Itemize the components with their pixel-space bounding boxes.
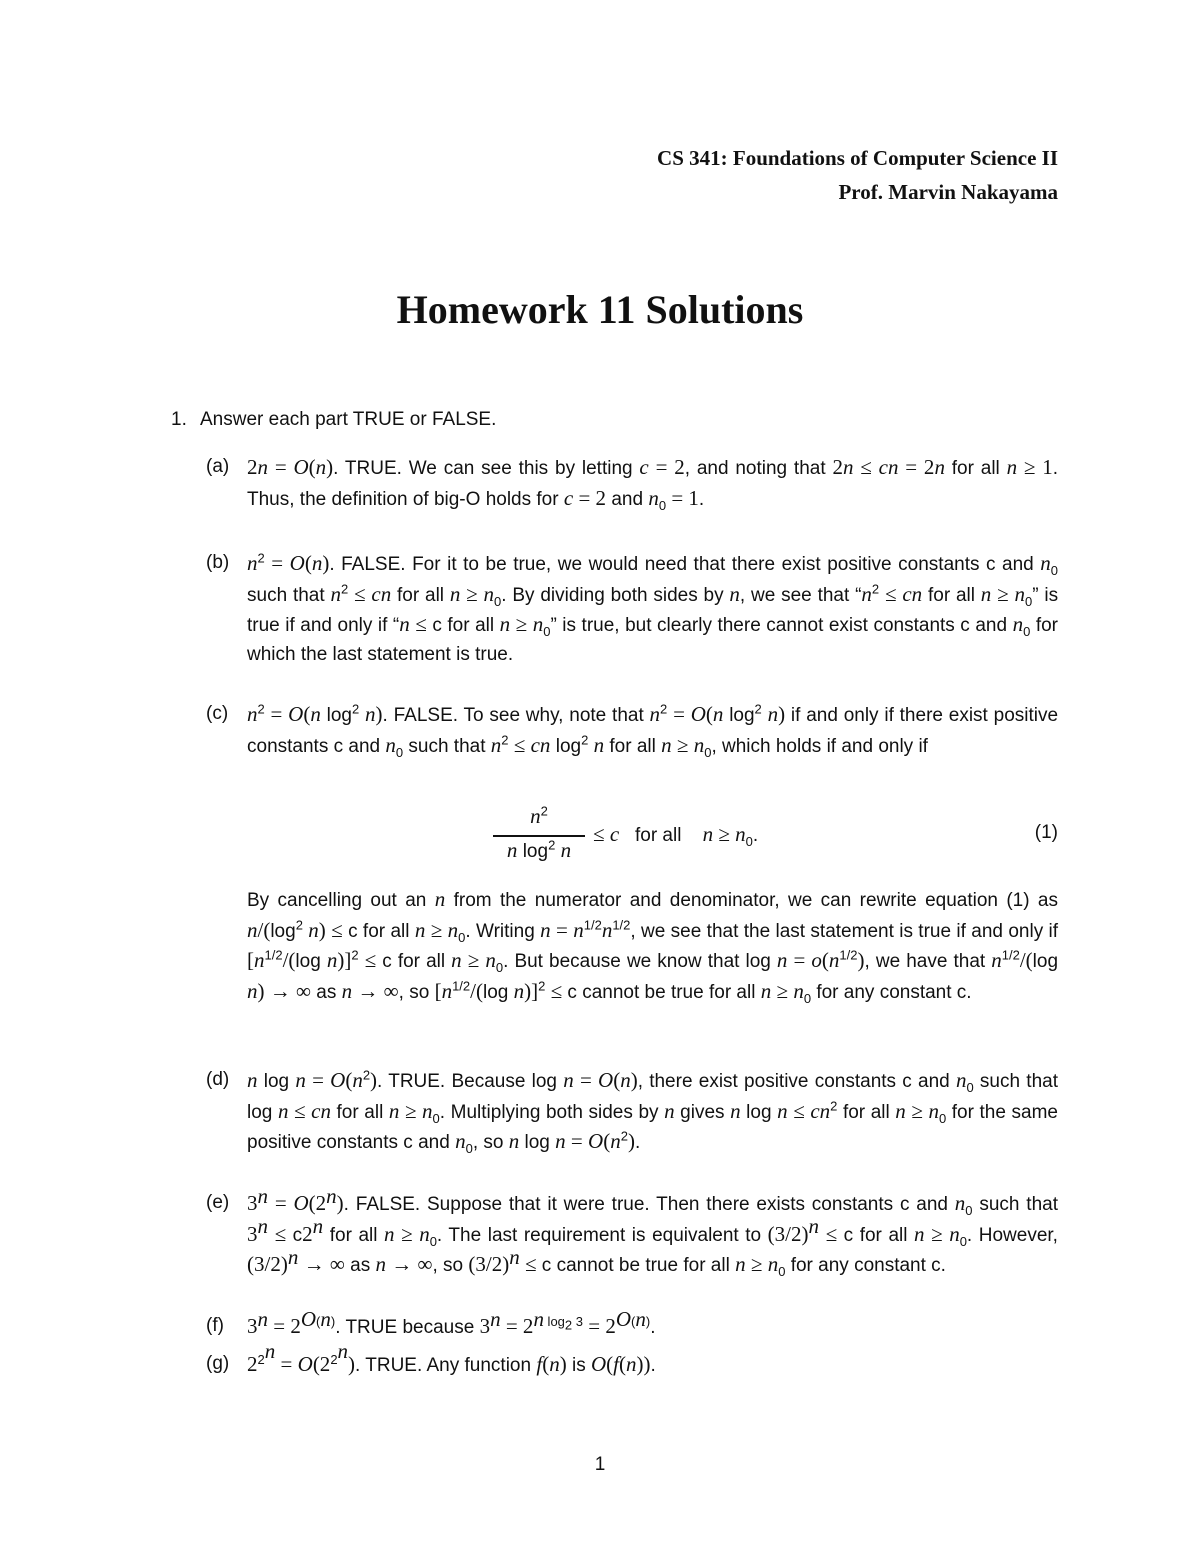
document-title: Homework 11 Solutions — [396, 287, 804, 332]
part-e — [206, 1183, 1058, 1281]
part-c-continued — [206, 885, 1058, 1007]
part-body: n $\log n = O(n^2)$. TRUE. Because log n = O(n), there exist positive constants c and $n_0$ such that log n ≤ cn for all $n \ge n_0$. Multiplying both sides by n gives n $\log n \le cn^2$ for all $n \ge n_0$ for the same positive constants c and $n_0$, so n $\log n = O(n^2)$. — [247, 1067, 1058, 1156]
professor-name: Prof. Marvin Nakayama — [838, 180, 1058, 204]
part-label: (b) — [206, 552, 230, 573]
part-f — [206, 1306, 1058, 1343]
part-label: (c) — [206, 703, 229, 724]
equation-number: (1) — [1034, 822, 1058, 843]
part-a — [206, 453, 1058, 514]
question-prompt: Answer each part TRUE or FALSE. — [200, 409, 497, 430]
page-number: 1 — [594, 1454, 606, 1475]
part-label: (a) — [206, 456, 230, 477]
part-body: $n^2 = O(n)$. FALSE. For it to be true, we would need that there exist positive constants c and $n_0$ such that $n^2$ ≤ cn for all $n \ge n_0$. By dividing both sides by n, we see that “$n^2$ ≤ cn for all $n \ge n_0$” is true if and only if “n ≤ c for all $n \ge n_0$” is true, but clearly there cannot exist constants c and $n_0$ for which the last statement is true. — [247, 550, 1059, 665]
part-label: (f) — [206, 1315, 224, 1336]
equation-text: for all — [634, 825, 682, 846]
part-label: (e) — [206, 1192, 230, 1213]
part-g — [206, 1339, 1058, 1381]
part-body: 2n = O(n). TRUE. We can see this by letting c = 2, and noting that 2n ≤ cn = 2n for all n ≥ 1. Thus, the definition of big-O holds for c = 2 and $n_0 = 1$. — [247, 455, 1059, 513]
part-body: 3$^n$ = O(2$^n$). FALSE. Suppose that it were true. Then there exists constants c and $n_0$ such that $3^n \le c2^n$ for all $n \ge n_0$. The last requirement is equivalent to $(3/2)^n \le c$ for all $n \ge n_0$. However, $(3/2)^n$ → ∞ as n → ∞, so $(3/2)^n \le c$ cannot be true for all $n \ge n_0$ for any constant c. — [247, 1183, 1058, 1279]
part-body: $3^n = 2^{O(n)}$. TRUE because $3^n = 2^{n log_2 3} = 2^{O(n)}$. — [247, 1306, 656, 1338]
part-body: $2^{2^n} = O(2^{2^n})$. TRUE. Any function f(n) is O(f(n)). — [247, 1339, 656, 1376]
part-body: By cancelling out an n from the numerator and denominator, we can rewrite equation (1) as $n/(\log^2$ n) ≤ c for all $n \ge n_0$. Writing $n = n^{1/2}n^{1/2}$, we see that the last statement is true if and only if [$n^{1/2}/(\log$ n)]$^2$ ≤ c for all $n \ge n_0$. But because we know that $\log n = o(n^{1/2})$, we have that $n^{1/2}/(\log$ n) → ∞ as n → ∞, so [$n^{1/2}/(\log$ n)]$^2$ ≤ c cannot be true for all $n \ge n_0$ for any constant c. — [247, 887, 1059, 1006]
question-number: 1. — [171, 409, 187, 430]
part-label: (g) — [206, 1353, 230, 1374]
fraction-bar — [493, 835, 585, 837]
part-c — [206, 700, 1058, 761]
part-label: (d) — [206, 1069, 230, 1090]
part-b — [206, 549, 1058, 669]
part-d — [206, 1066, 1058, 1158]
part-body: $n^2 = O(n$ $\log^2 n$). FALSE. To see why, note that $n^2 = O(n$ $\log^2 n$) if and only if there exist positive constants c and $n_0$ such that $n^2$ ≤ cn $\log^2 n$ for all $n \ge n_0$, which holds if and only if — [247, 701, 1059, 760]
course-title: CS 341: Foundations of Computer Science II — [657, 146, 1058, 170]
